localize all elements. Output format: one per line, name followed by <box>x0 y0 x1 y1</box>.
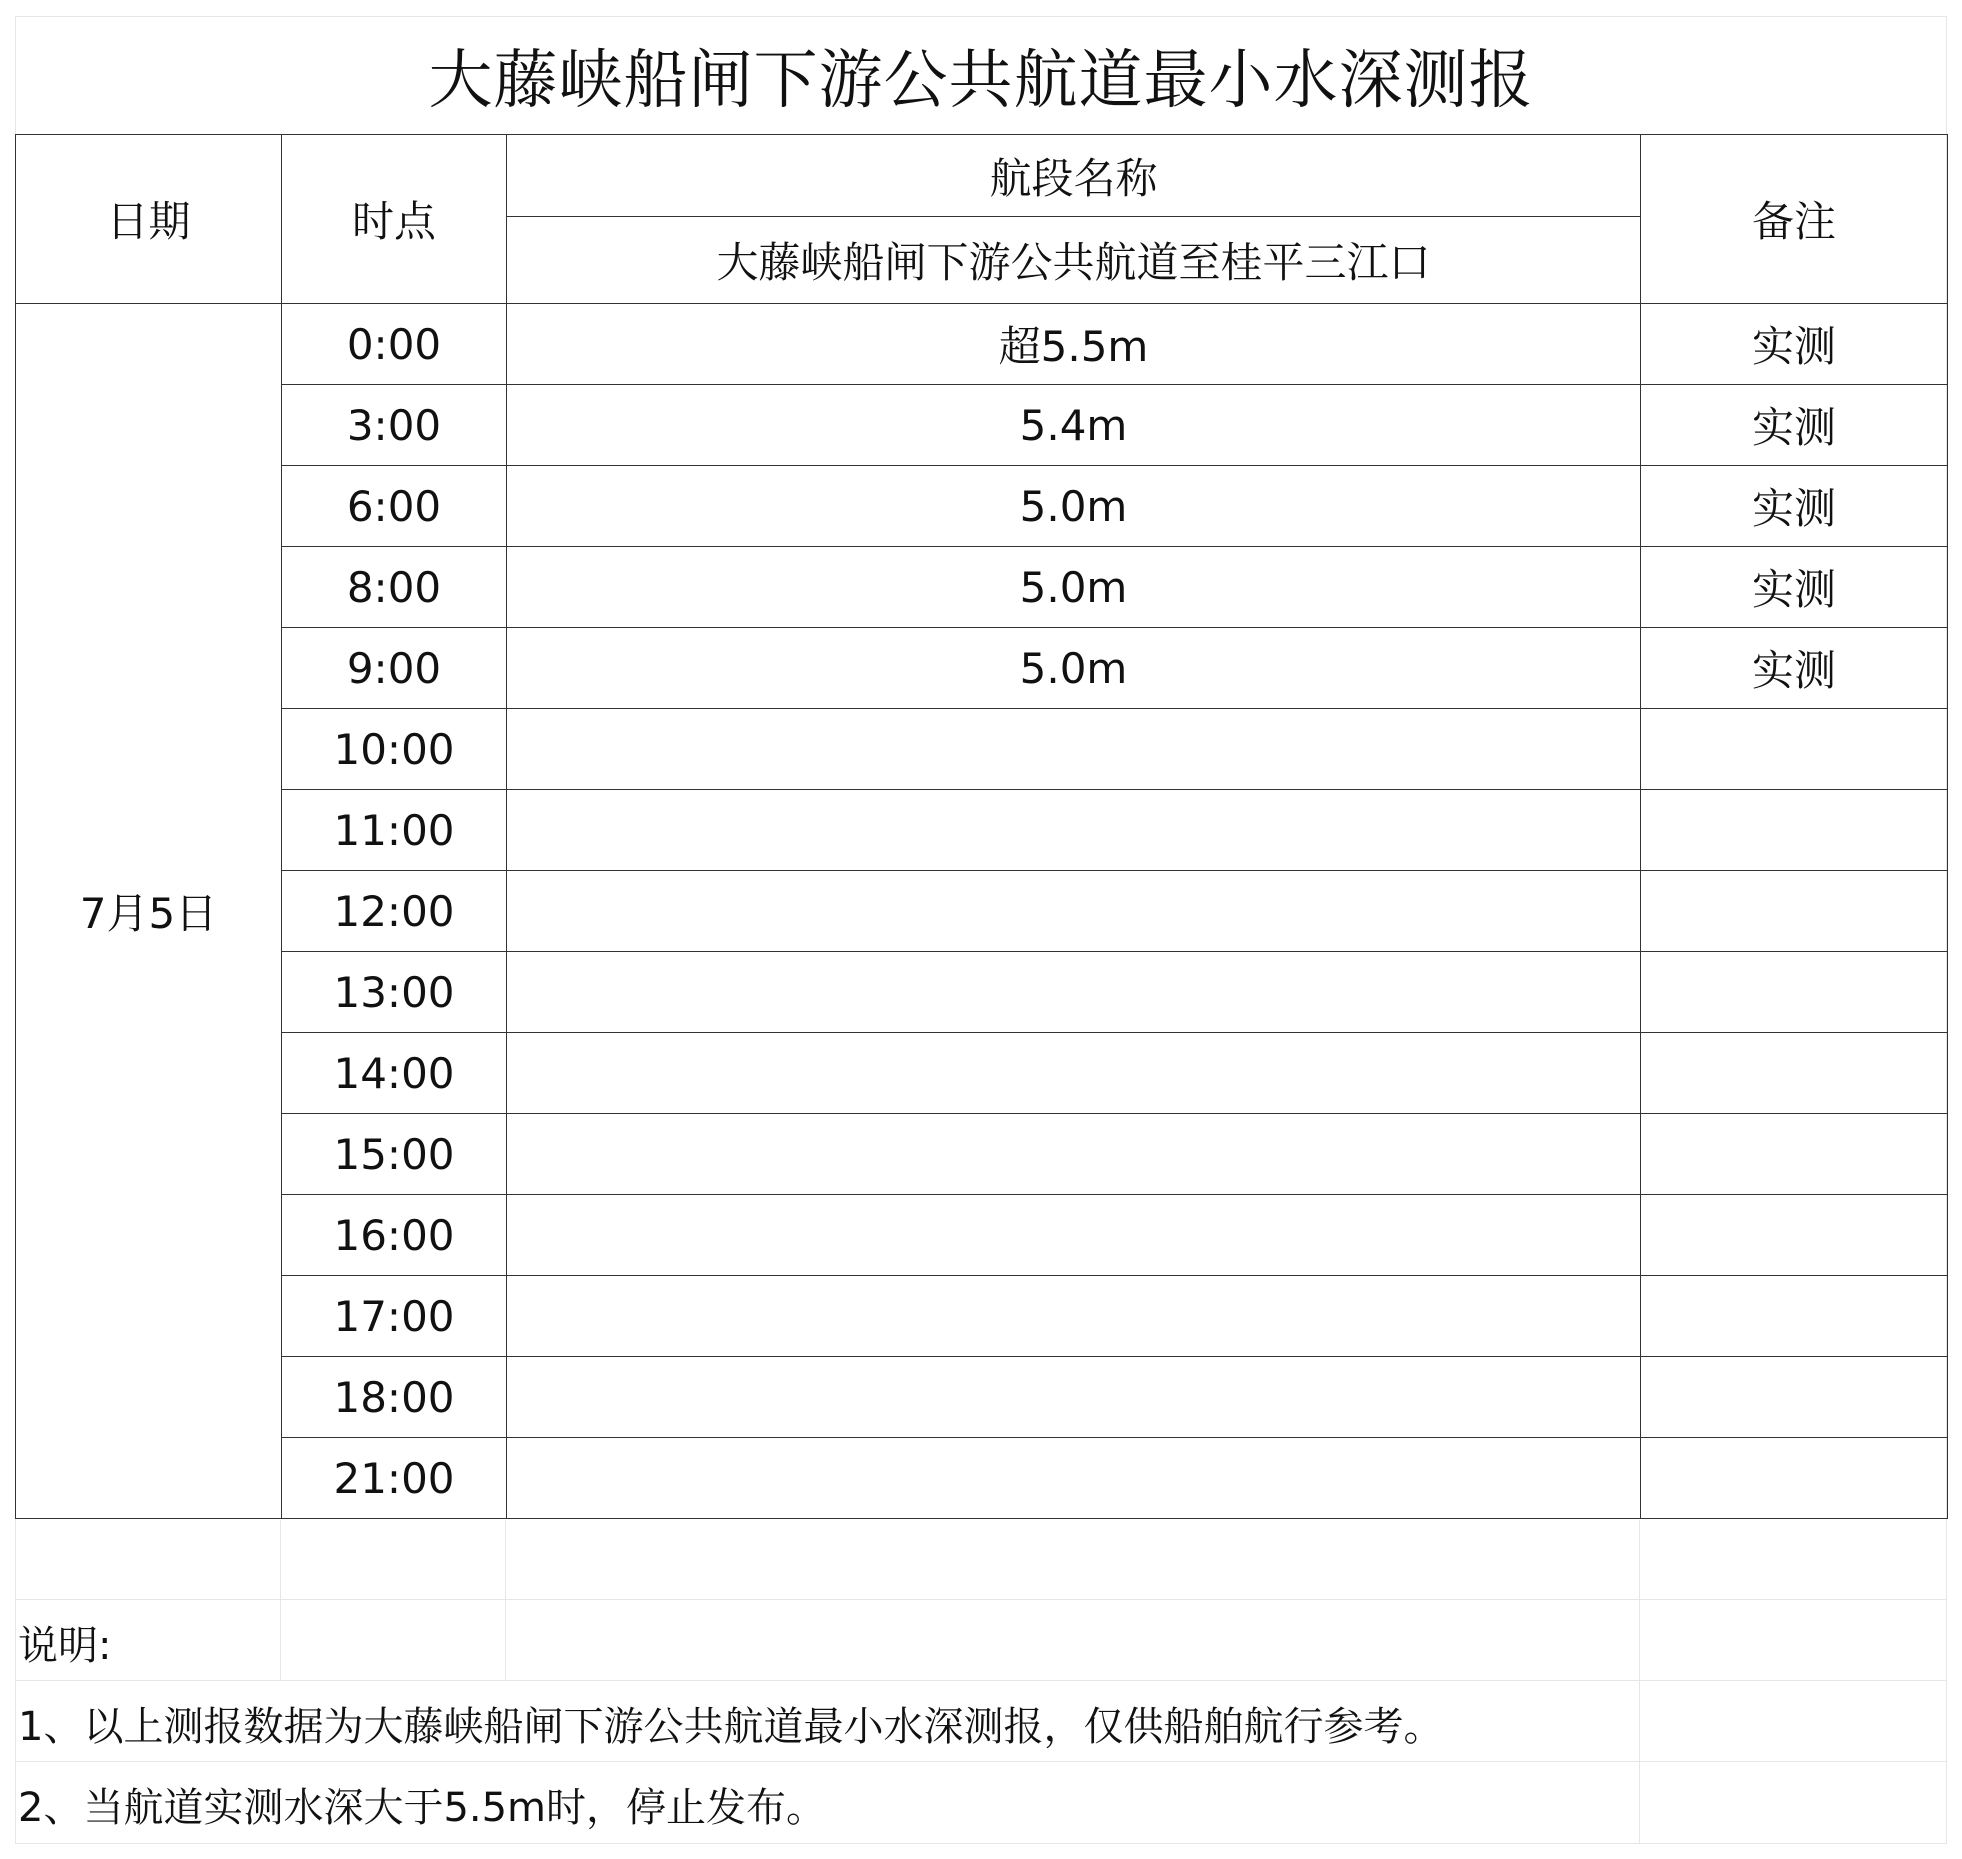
depth-cell: 5.0m <box>507 628 1641 709</box>
grid-line <box>15 1843 1947 1844</box>
table-row <box>16 304 1948 385</box>
grid-line <box>15 1680 1947 1681</box>
depth-cell <box>507 952 1641 1033</box>
table-row <box>16 385 1948 466</box>
page-title: 大藤峡船闸下游公共航道最小水深测报 <box>428 44 1534 118</box>
remark-cell: 实测 <box>1641 385 1948 466</box>
depth-cell <box>507 709 1641 790</box>
remark-cell <box>1641 1276 1948 1357</box>
table-row <box>16 1438 1948 1519</box>
time-header: 时点 <box>282 135 507 304</box>
time-cell: 16:00 <box>282 1195 507 1276</box>
table-row <box>16 466 1948 547</box>
depth-cell <box>507 871 1641 952</box>
depth-cell <box>507 1438 1641 1519</box>
depth-cell <box>507 1357 1641 1438</box>
grid-line <box>15 1599 1947 1600</box>
depth-cell: 5.0m <box>507 547 1641 628</box>
depth-cell <box>507 1276 1641 1357</box>
time-cell: 10:00 <box>282 709 507 790</box>
remark-cell <box>1641 1033 1948 1114</box>
depth-cell <box>507 1114 1641 1195</box>
note-line-2: 2、当航道实测水深大于5.5m时，停止发布。 <box>18 1785 827 1831</box>
table-row <box>16 952 1948 1033</box>
remark-cell <box>1641 1438 1948 1519</box>
time-cell: 14:00 <box>282 1033 507 1114</box>
table-row <box>16 628 1948 709</box>
table-row <box>16 1276 1948 1357</box>
time-cell: 12:00 <box>282 871 507 952</box>
date-cell: 7月5日 <box>16 304 282 1519</box>
remark-cell <box>1641 952 1948 1033</box>
table-row <box>16 547 1948 628</box>
depth-cell: 5.4m <box>507 385 1641 466</box>
remark-cell <box>1641 1195 1948 1276</box>
depth-cell <box>507 1195 1641 1276</box>
date-header: 日期 <box>16 135 282 304</box>
depth-cell <box>507 790 1641 871</box>
table-row <box>16 709 1948 790</box>
table-row <box>16 1195 1948 1276</box>
table-row <box>16 1357 1948 1438</box>
time-cell: 15:00 <box>282 1114 507 1195</box>
remark-cell <box>1641 871 1948 952</box>
remark-cell <box>1641 1357 1948 1438</box>
depth-cell: 超5.5m <box>507 304 1641 385</box>
time-cell: 9:00 <box>282 628 507 709</box>
table-row <box>16 790 1948 871</box>
time-cell: 18:00 <box>282 1357 507 1438</box>
grid-line <box>505 1520 506 1680</box>
time-cell: 8:00 <box>282 547 507 628</box>
grid-line <box>1639 1520 1640 1843</box>
remark-cell <box>1641 709 1948 790</box>
depth-cell: 5.0m <box>507 466 1641 547</box>
table-row <box>16 1114 1948 1195</box>
table-row <box>16 1033 1948 1114</box>
time-cell: 21:00 <box>282 1438 507 1519</box>
time-cell: 6:00 <box>282 466 507 547</box>
time-cell: 0:00 <box>282 304 507 385</box>
notes-heading: 说明: <box>18 1623 112 1669</box>
remark-cell <box>1641 790 1948 871</box>
remark-header: 备注 <box>1641 135 1948 304</box>
time-cell: 3:00 <box>282 385 507 466</box>
remark-cell <box>1641 1114 1948 1195</box>
grid-line <box>15 1761 1947 1762</box>
depth-report-table <box>15 134 1948 1519</box>
segment-name: 大藤峡船闸下游公共航道至桂平三江口 <box>507 217 1641 304</box>
segment-name-header: 航段名称 <box>507 135 1641 217</box>
remark-cell: 实测 <box>1641 628 1948 709</box>
remark-cell: 实测 <box>1641 466 1948 547</box>
header-row <box>16 135 1948 217</box>
time-cell: 13:00 <box>282 952 507 1033</box>
table-row <box>16 871 1948 952</box>
remark-cell: 实测 <box>1641 304 1948 385</box>
depth-cell <box>507 1033 1641 1114</box>
time-cell: 11:00 <box>282 790 507 871</box>
note-line-1: 1、以上测报数据为大藤峡船闸下游公共航道最小水深测报，仅供船舶航行参考。 <box>18 1704 1444 1750</box>
remark-cell: 实测 <box>1641 547 1948 628</box>
grid-line <box>280 1520 281 1680</box>
time-cell: 17:00 <box>282 1276 507 1357</box>
